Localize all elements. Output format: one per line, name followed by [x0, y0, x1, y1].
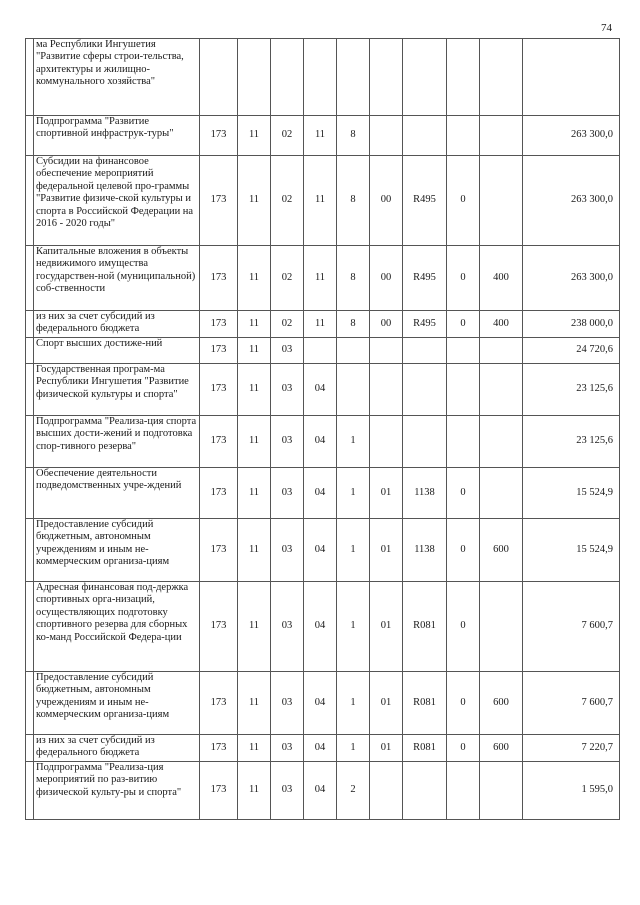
cell-subprogram: 1: [337, 672, 370, 735]
cell-x: [447, 762, 480, 820]
cell-subprogram: 8: [337, 246, 370, 311]
cell-amount: 15 524,9: [523, 468, 620, 519]
cell-expense-type: [480, 338, 523, 364]
cell-section: [238, 39, 271, 116]
cell-subsection: 03: [271, 762, 304, 820]
cell-x: [447, 116, 480, 156]
cell-direction: R081: [403, 582, 447, 672]
cell-department-code: 173: [200, 735, 238, 762]
cell-department-code: [200, 39, 238, 116]
row-name: Капитальные вложения в объекты недвижимого имущества государствен-ной (муниципальной) соб-ственности: [34, 246, 200, 311]
cell-group: [370, 762, 403, 820]
cell-direction: R081: [403, 672, 447, 735]
cell-subprogram: [337, 364, 370, 416]
cell-amount: 23 125,6: [523, 416, 620, 468]
table-row: [26, 338, 620, 364]
cell-x: [447, 364, 480, 416]
cell-x: [447, 416, 480, 468]
cell-group: 01: [370, 735, 403, 762]
cell-group: 00: [370, 246, 403, 311]
cell-section: 11: [238, 735, 271, 762]
budget-table: [25, 38, 620, 820]
cell-amount: [523, 39, 620, 116]
cell-group: [370, 364, 403, 416]
cell-subprogram: 8: [337, 156, 370, 246]
cell-expense-type: [480, 762, 523, 820]
row-name: ма Республики Ингушетия "Развитие сферы строи-тельства, архитектуры и жилищно-коммунального хозяйства": [34, 39, 200, 116]
table-row: [26, 468, 620, 519]
table-row: [26, 311, 620, 338]
cell-program: 04: [304, 735, 337, 762]
cell-amount: 263 300,0: [523, 116, 620, 156]
cell-section: 11: [238, 762, 271, 820]
cell-expense-type: [480, 468, 523, 519]
cell-expense-type: [480, 582, 523, 672]
cell-direction: R495: [403, 156, 447, 246]
row-name: Обеспечение деятельности подведомственных учре-ждений: [34, 468, 200, 519]
cell-direction: [403, 338, 447, 364]
cell-expense-type: [480, 39, 523, 116]
row-marker-cell: [26, 364, 34, 416]
cell-direction: [403, 364, 447, 416]
cell-section: 11: [238, 672, 271, 735]
cell-department-code: 173: [200, 416, 238, 468]
cell-expense-type: 600: [480, 735, 523, 762]
cell-department-code: 173: [200, 364, 238, 416]
cell-expense-type: 400: [480, 246, 523, 311]
cell-direction: [403, 416, 447, 468]
cell-section: 11: [238, 416, 271, 468]
cell-expense-type: [480, 116, 523, 156]
cell-program: 04: [304, 364, 337, 416]
cell-subprogram: 8: [337, 311, 370, 338]
cell-expense-type: 400: [480, 311, 523, 338]
cell-subsection: 03: [271, 338, 304, 364]
row-marker-cell: [26, 416, 34, 468]
row-name: Подпрограмма "Развитие спортивной инфраструк-туры": [34, 116, 200, 156]
row-marker-cell: [26, 246, 34, 311]
cell-program: [304, 39, 337, 116]
cell-subsection: 02: [271, 156, 304, 246]
cell-amount: 263 300,0: [523, 246, 620, 311]
cell-program: [304, 338, 337, 364]
cell-group: 00: [370, 311, 403, 338]
row-name: Субсидии на финансовое обеспечение мероприятий федеральной целевой про-граммы "Развитие физиче-ской культуры и спорта в Российской Федерации на 2016 - 2020 годы": [34, 156, 200, 246]
table-row: [26, 116, 620, 156]
cell-subsection: 03: [271, 468, 304, 519]
cell-expense-type: [480, 364, 523, 416]
cell-subsection: 03: [271, 364, 304, 416]
row-marker-cell: [26, 582, 34, 672]
cell-x: 0: [447, 519, 480, 582]
cell-x: [447, 39, 480, 116]
row-name: из них за счет субсидий из федерального бюджета: [34, 735, 200, 762]
cell-amount: 263 300,0: [523, 156, 620, 246]
cell-subsection: 03: [271, 582, 304, 672]
cell-x: 0: [447, 735, 480, 762]
cell-amount: 24 720,6: [523, 338, 620, 364]
cell-subsection: 03: [271, 735, 304, 762]
cell-subsection: [271, 39, 304, 116]
row-name: Адресная финансовая под-держка спортивных орга-низаций, осуществляющих подготовку спортивного резерва для сборных ко-манд Российской Федера-ции: [34, 582, 200, 672]
cell-group: 01: [370, 672, 403, 735]
cell-group: 01: [370, 519, 403, 582]
cell-program: 04: [304, 519, 337, 582]
cell-expense-type: [480, 156, 523, 246]
cell-subsection: 02: [271, 116, 304, 156]
cell-direction: [403, 39, 447, 116]
cell-subsection: 03: [271, 416, 304, 468]
cell-subprogram: 1: [337, 519, 370, 582]
table-row: [26, 156, 620, 246]
cell-direction: [403, 116, 447, 156]
row-name: Предоставление субсидий бюджетным, автономным учреждениям и иным не-коммерческим организа-циям: [34, 519, 200, 582]
cell-department-code: 173: [200, 338, 238, 364]
cell-program: 11: [304, 156, 337, 246]
table-row: [26, 39, 620, 116]
cell-subprogram: 1: [337, 582, 370, 672]
cell-program: 04: [304, 762, 337, 820]
cell-direction: [403, 762, 447, 820]
row-name: Подпрограмма "Реализа-ция мероприятий по раз-витию физической культу-ры и спорта": [34, 762, 200, 820]
row-marker-cell: [26, 519, 34, 582]
cell-program: 04: [304, 416, 337, 468]
cell-amount: 15 524,9: [523, 519, 620, 582]
row-marker-cell: [26, 762, 34, 820]
row-name: из них за счет субсидий из федерального бюджета: [34, 311, 200, 338]
table-row: [26, 364, 620, 416]
cell-subprogram: 2: [337, 762, 370, 820]
cell-expense-type: 600: [480, 672, 523, 735]
cell-direction: R495: [403, 246, 447, 311]
cell-section: 11: [238, 156, 271, 246]
cell-subprogram: [337, 338, 370, 364]
cell-section: 11: [238, 338, 271, 364]
table-row: [26, 735, 620, 762]
cell-program: 11: [304, 311, 337, 338]
row-marker-cell: [26, 39, 34, 116]
cell-x: [447, 338, 480, 364]
cell-x: 0: [447, 468, 480, 519]
cell-x: 0: [447, 582, 480, 672]
cell-amount: 7 600,7: [523, 672, 620, 735]
table-body: [26, 39, 620, 820]
row-name: Спорт высших достиже-ний: [34, 338, 200, 364]
cell-group: 00: [370, 156, 403, 246]
cell-x: 0: [447, 311, 480, 338]
cell-group: 01: [370, 468, 403, 519]
row-marker-cell: [26, 672, 34, 735]
row-marker-cell: [26, 311, 34, 338]
cell-direction: R081: [403, 735, 447, 762]
cell-program: 04: [304, 672, 337, 735]
cell-group: 01: [370, 582, 403, 672]
cell-amount: 1 595,0: [523, 762, 620, 820]
cell-subsection: 03: [271, 672, 304, 735]
row-name: Подпрограмма "Реализа-ция спорта высших дости-жений и подготовка спор-тивного резерва": [34, 416, 200, 468]
cell-department-code: 173: [200, 762, 238, 820]
cell-section: 11: [238, 116, 271, 156]
row-marker-cell: [26, 116, 34, 156]
cell-section: 11: [238, 311, 271, 338]
cell-amount: 7 220,7: [523, 735, 620, 762]
cell-program: 04: [304, 468, 337, 519]
cell-amount: 23 125,6: [523, 364, 620, 416]
row-name: Предоставление субсидий бюджетным, автономным учреждениям и иным не-коммерческим организа-циям: [34, 672, 200, 735]
table-row: [26, 762, 620, 820]
cell-subsection: 02: [271, 246, 304, 311]
cell-section: 11: [238, 468, 271, 519]
cell-department-code: 173: [200, 311, 238, 338]
cell-section: 11: [238, 519, 271, 582]
table-row: [26, 582, 620, 672]
cell-program: 11: [304, 246, 337, 311]
cell-subprogram: 1: [337, 468, 370, 519]
cell-group: [370, 416, 403, 468]
cell-program: 04: [304, 582, 337, 672]
cell-expense-type: 600: [480, 519, 523, 582]
cell-group: [370, 39, 403, 116]
cell-department-code: 173: [200, 246, 238, 311]
cell-program: 11: [304, 116, 337, 156]
cell-subsection: 02: [271, 311, 304, 338]
cell-subprogram: [337, 39, 370, 116]
cell-x: 0: [447, 672, 480, 735]
row-marker-cell: [26, 735, 34, 762]
table-row: [26, 246, 620, 311]
cell-department-code: 173: [200, 519, 238, 582]
cell-amount: 238 000,0: [523, 311, 620, 338]
cell-group: [370, 338, 403, 364]
cell-x: 0: [447, 246, 480, 311]
cell-section: 11: [238, 582, 271, 672]
cell-amount: 7 600,7: [523, 582, 620, 672]
cell-subprogram: 1: [337, 416, 370, 468]
row-marker-cell: [26, 156, 34, 246]
row-name: Государственная програм-ма Республики Ингушетия "Развитие физической культуры и спорта": [34, 364, 200, 416]
cell-expense-type: [480, 416, 523, 468]
cell-department-code: 173: [200, 672, 238, 735]
cell-direction: 1138: [403, 519, 447, 582]
cell-section: 11: [238, 246, 271, 311]
table-row: [26, 672, 620, 735]
cell-direction: 1138: [403, 468, 447, 519]
cell-subprogram: 1: [337, 735, 370, 762]
cell-department-code: 173: [200, 468, 238, 519]
cell-x: 0: [447, 156, 480, 246]
cell-direction: R495: [403, 311, 447, 338]
cell-section: 11: [238, 364, 271, 416]
cell-subsection: 03: [271, 519, 304, 582]
cell-subprogram: 8: [337, 116, 370, 156]
cell-group: [370, 116, 403, 156]
table-row: [26, 519, 620, 582]
cell-department-code: 173: [200, 582, 238, 672]
row-marker-cell: [26, 338, 34, 364]
row-marker-cell: [26, 468, 34, 519]
table-row: [26, 416, 620, 468]
cell-department-code: 173: [200, 156, 238, 246]
cell-department-code: 173: [200, 116, 238, 156]
page-number: 74: [601, 22, 612, 34]
